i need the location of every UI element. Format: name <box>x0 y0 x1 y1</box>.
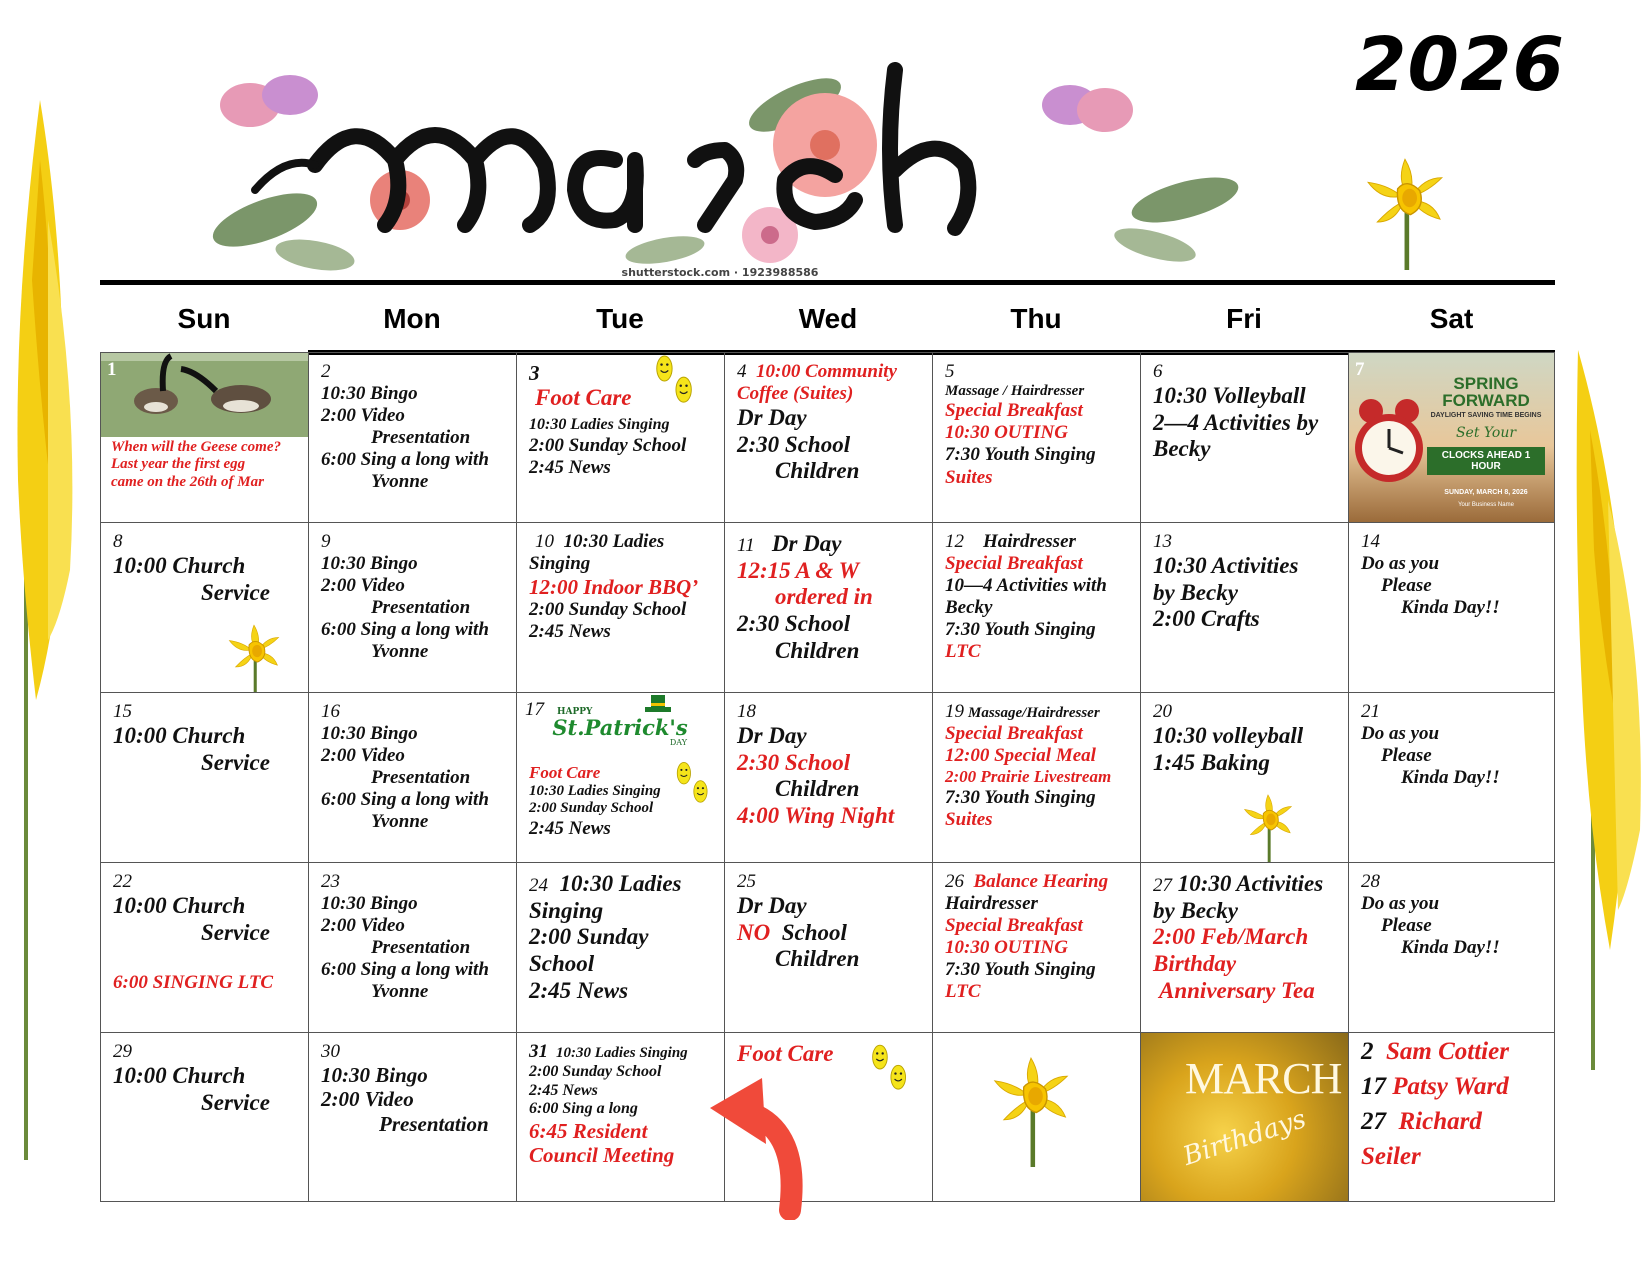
day-number: 4 <box>737 361 747 382</box>
event-text: Presentation <box>371 937 471 959</box>
event-text: School <box>781 919 847 945</box>
event-text: 2:00 Sunday School <box>529 434 687 456</box>
daffodil-border-left <box>0 100 95 1180</box>
calendar-year: 2026 <box>1355 22 1565 108</box>
day-cell-5 <box>932 352 1141 523</box>
event-text: 2:00 Video <box>321 1087 414 1112</box>
day-number: 21 <box>1361 701 1380 722</box>
day-number: 10 <box>535 531 554 552</box>
event-text: Council Meeting <box>529 1143 675 1168</box>
calendar-top-rule <box>100 280 1555 285</box>
day-number: 26 <box>945 871 964 892</box>
event-text: Becky <box>945 597 993 619</box>
day-cell-7 <box>1348 352 1555 523</box>
day-cell-4 <box>724 352 933 523</box>
spring-forward-date: SUNDAY, MARCH 8, 2026 <box>1444 489 1528 496</box>
event-text: 10:00 Church <box>113 1063 246 1089</box>
day-cell-13 <box>1140 522 1349 693</box>
event-text: Special Breakfast <box>945 723 1083 745</box>
event-text: Massage/Hairdresser <box>968 705 1100 721</box>
birthday-day: 27 <box>1361 1108 1386 1135</box>
event-text: Birthday <box>1153 951 1237 977</box>
event-text: 2:00 Video <box>321 915 405 937</box>
day-cell-3 <box>516 352 725 523</box>
event-text: 10:30 Bingo <box>321 1063 428 1088</box>
event-text: Kinda Day!! <box>1401 597 1500 619</box>
day-number: 18 <box>737 701 756 722</box>
event-text: 2—4 Activities by <box>1153 409 1319 435</box>
day-number: 12 <box>945 531 964 552</box>
event-text: 2:30 School <box>737 749 851 775</box>
event-text: Presentation <box>371 767 471 789</box>
day-number: 17 <box>525 699 544 720</box>
day-cell-31 <box>516 1032 725 1202</box>
day-cell-11 <box>724 522 933 693</box>
dayname-fri: Fri <box>1226 303 1262 334</box>
event-text: 10:30 Bingo <box>321 723 418 745</box>
event-text: 2:00 Feb/March <box>1153 924 1309 950</box>
birthday-name: Richard <box>1398 1108 1482 1135</box>
event-text: 2:00 Sunday School <box>529 800 654 817</box>
birthday-name: Patsy Ward <box>1392 1073 1509 1100</box>
event-text: Coffee (Suites) <box>737 383 854 405</box>
event-text: Please <box>1381 575 1432 597</box>
event-text: 7:30 Youth Singing <box>945 959 1096 981</box>
event-text: 10:00 Community <box>756 361 897 382</box>
day-cell-6 <box>1140 352 1349 523</box>
event-text: Presentation <box>371 427 471 449</box>
event-text: Presentation <box>379 1111 489 1136</box>
event-text: 12:00 Special Meal <box>945 745 1096 767</box>
event-text: Service <box>201 579 270 605</box>
event-text: 6:00 Sing a long with <box>321 789 489 811</box>
dayname-thu: Thu <box>1010 303 1062 334</box>
event-text: 4:00 Wing Night <box>737 803 895 829</box>
event-text: Anniversary Tea <box>1159 977 1315 1003</box>
event-text: Service <box>201 749 270 775</box>
geese-note-line: When will the Geese come? <box>111 439 281 455</box>
event-text: NO <box>737 919 771 945</box>
day-cell-15 <box>100 692 309 863</box>
event-text: Service <box>201 1089 270 1115</box>
event-text: 7:30 Youth Singing <box>945 619 1096 641</box>
event-text: 7:30 Youth Singing <box>945 786 1096 808</box>
event-text: 10:30 Bingo <box>321 553 418 575</box>
event-text: 2:00 Crafts <box>1153 606 1260 632</box>
event-text: Hairdresser <box>945 893 1038 915</box>
day-number: 24 <box>529 875 548 896</box>
day-cell-17 <box>516 692 725 863</box>
event-text: Dr Day <box>737 893 807 919</box>
day-cell-30 <box>308 1032 517 1202</box>
day-cell-16 <box>308 692 517 863</box>
event-text: Kinda Day!! <box>1401 937 1500 959</box>
event-text: 6:00 SINGING LTC <box>113 972 274 994</box>
birthday-day: 17 <box>1361 1073 1386 1100</box>
shamrock-hat-icon <box>645 695 671 713</box>
event-text: ordered in <box>775 584 873 610</box>
happy-feet-icon <box>672 755 714 813</box>
event-text: 12:00 Indoor BBQ’ <box>529 575 699 600</box>
event-text: Do as you <box>1361 553 1440 575</box>
event-text: 10:30 OUTING <box>945 937 1068 959</box>
day-cell-20 <box>1140 692 1349 863</box>
day-cell-14 <box>1348 522 1555 693</box>
day-number: 30 <box>321 1041 340 1062</box>
day-cell-1 <box>100 352 309 523</box>
day-cell-24 <box>516 862 725 1033</box>
event-text: 2:00 Sunday <box>529 924 649 950</box>
event-text: 10:30 volleyball <box>1153 723 1304 749</box>
dayname-tue: Tue <box>596 303 644 334</box>
event-text: 2:45 News <box>529 817 611 839</box>
geese-photo <box>101 352 309 437</box>
event-text: 1:45 Baking <box>1153 749 1270 775</box>
event-text: Foot Care <box>529 763 601 782</box>
day-cell-26 <box>932 862 1141 1033</box>
event-text: Balance Hearing <box>973 871 1109 892</box>
event-text: 2:45 News <box>529 621 611 643</box>
daffodil-border-right <box>1558 350 1650 1140</box>
event-text: Singing <box>529 897 604 923</box>
event-text: 12:15 A & W <box>737 557 860 583</box>
dayname-mon: Mon <box>383 303 441 334</box>
day-cell-9 <box>308 522 517 693</box>
event-text: 10:30 Activities <box>1177 871 1324 896</box>
event-text: Massage / Hairdresser <box>945 383 1085 400</box>
event-text: 2:30 School <box>737 611 851 637</box>
day-number: 15 <box>113 701 132 722</box>
event-text: 10:00 Church <box>113 723 246 749</box>
day-number: 13 <box>1153 531 1172 552</box>
day-cell-23 <box>308 862 517 1033</box>
dayname-wed: Wed <box>798 303 858 334</box>
spring-forward-footer: Your Business Name <box>1458 502 1514 508</box>
day-number: 11 <box>737 535 755 556</box>
event-text: by Becky <box>1153 579 1238 605</box>
event-text: LTC <box>945 981 981 1003</box>
event-text: 10:30 Volleyball <box>1153 383 1306 409</box>
geese-note-line: came on the 26th of Mar <box>111 473 264 490</box>
daffodil-icon <box>219 619 289 693</box>
event-text: 2:00 Video <box>321 745 405 767</box>
daffodil-header-icon <box>1330 150 1480 270</box>
event-text: 6:00 Sing a long with <box>321 959 489 981</box>
event-text: Please <box>1381 915 1432 937</box>
event-text: Foot Care <box>535 385 632 411</box>
event-text: Special Breakfast <box>945 553 1083 575</box>
event-text: 10:30 Ladies Singing <box>556 1045 688 1061</box>
day-number: 16 <box>321 701 340 722</box>
day-number: 8 <box>113 531 123 552</box>
march-birthdays-image <box>1140 1032 1349 1202</box>
event-text: 2:45 News <box>529 456 611 478</box>
event-text: Presentation <box>371 597 471 619</box>
dayname-sat: Sat <box>1429 303 1474 334</box>
day-number: 27 <box>1153 875 1172 896</box>
day-cell-18 <box>724 692 933 863</box>
day-cell-2 <box>308 352 517 523</box>
day-cell-25 <box>724 862 933 1033</box>
event-text: Hairdresser <box>983 531 1076 552</box>
image-credit: shutterstock.com · 1923988586 <box>621 266 819 279</box>
happy-feet-icon <box>651 352 699 415</box>
day-number: 31 <box>529 1041 548 1062</box>
event-text: Suites <box>945 808 993 830</box>
day-cell-28 <box>1348 862 1555 1033</box>
event-text: 6:45 Resident <box>529 1118 648 1143</box>
dayname-sun: Sun <box>177 303 231 334</box>
event-text: 10—4 Activities with <box>945 575 1107 597</box>
event-text: Suites <box>945 466 993 488</box>
event-text: Do as you <box>1361 893 1440 915</box>
day-number: 23 <box>321 871 340 892</box>
day-cell-22 <box>100 862 309 1033</box>
day-cell-12 <box>932 522 1141 693</box>
event-text: 10:30 Ladies <box>559 871 682 896</box>
event-text: Becky <box>1153 436 1211 462</box>
birthday-image-title: MARCH <box>1185 1054 1342 1103</box>
spring-forward-clocks: CLOCKS AHEAD 1 HOUR <box>1427 447 1545 475</box>
daffodil-icon <box>1233 789 1303 863</box>
red-curved-arrow-icon <box>700 1060 820 1220</box>
event-text: 10:30 Bingo <box>321 383 418 405</box>
badge-day: DAY <box>669 738 687 747</box>
day-number: 5 <box>945 361 955 382</box>
event-text: 6:00 Sing a long with <box>321 619 489 641</box>
daffodil-icon <box>981 1049 1081 1167</box>
day-number: 28 <box>1361 871 1380 892</box>
event-text: Please <box>1381 745 1432 767</box>
badge-happy: HAPPY <box>557 707 593 717</box>
event-text: Do as you <box>1361 723 1440 745</box>
event-text: Dr Day <box>737 723 807 749</box>
day-cell-8 <box>100 522 309 693</box>
event-text: 10:30 OUTING <box>945 422 1068 444</box>
event-text: Children <box>775 946 860 972</box>
day-number: 3 <box>529 361 540 385</box>
event-text: 6:00 Sing a long <box>529 1100 638 1118</box>
march-title-artwork <box>195 50 1255 280</box>
event-text: 10:00 Church <box>113 553 246 579</box>
day-number: 20 <box>1153 701 1172 722</box>
event-text: LTC <box>945 641 981 663</box>
day-number: 2 <box>321 361 331 382</box>
event-text: Dr Day <box>737 405 807 431</box>
event-text: Children <box>775 637 860 663</box>
event-text: 10:30 Ladies Singing <box>529 782 661 799</box>
event-text: Special Breakfast <box>945 915 1083 937</box>
day-number: 29 <box>113 1041 132 1062</box>
event-text: Singing <box>529 553 591 575</box>
event-text: 2:30 School <box>737 431 851 457</box>
event-text: Children <box>775 458 860 484</box>
event-text: 10:00 Church <box>113 893 246 919</box>
birthday-name: Seiler <box>1361 1143 1421 1170</box>
alarm-clock-icon <box>1353 393 1425 493</box>
event-text: 10:30 Bingo <box>321 893 418 915</box>
event-text: 2:00 Prairie Livestream <box>945 767 1112 787</box>
day-cell-27 <box>1140 862 1349 1033</box>
day-number: 9 <box>321 531 331 552</box>
event-text: by Becky <box>1153 897 1238 923</box>
day-cell-10 <box>516 522 725 693</box>
event-text: Foot Care <box>737 1041 834 1066</box>
birthday-day: 2 <box>1361 1038 1374 1065</box>
birthday-image-script: Birthdays <box>1179 1104 1310 1172</box>
event-text: 7:30 Youth Singing <box>945 444 1096 466</box>
event-text: 10:30 Ladies Singing <box>529 416 670 434</box>
event-text: School <box>529 951 595 977</box>
event-text: Yvonne <box>371 641 429 663</box>
event-text: 6:00 Sing a long with <box>321 449 489 471</box>
day-number: 14 <box>1361 531 1380 552</box>
day-number: 6 <box>1153 361 1163 382</box>
event-text: 2:00 Sunday School <box>529 1063 662 1081</box>
happy-feet-icon <box>867 1037 913 1101</box>
day-number: 22 <box>113 871 132 892</box>
event-text: 2:45 News <box>529 1081 598 1099</box>
event-text: Children <box>775 776 860 802</box>
spring-forward-script: Set Your <box>1455 425 1517 441</box>
event-text: 10:30 Ladies <box>563 531 665 552</box>
day-number: 1 <box>107 359 117 380</box>
event-text: Dr Day <box>771 531 842 556</box>
event-text: Yvonne <box>371 981 429 1003</box>
event-text: Service <box>201 919 270 945</box>
spring-forward-title: SPRING FORWARD <box>1442 374 1530 410</box>
day-cell-21 <box>1348 692 1555 863</box>
day-cell-29 <box>100 1032 309 1202</box>
event-text: Kinda Day!! <box>1401 767 1500 789</box>
event-text: 2:45 News <box>529 977 629 1003</box>
st-patricks-badge <box>535 707 705 747</box>
event-text: Yvonne <box>371 811 429 833</box>
event-text: 2:00 Video <box>321 405 405 427</box>
day-cell-19 <box>932 692 1141 863</box>
badge-title: St.Patrick's <box>552 715 688 740</box>
geese-note-line: Last year the first egg <box>111 456 246 473</box>
day-number: 7 <box>1355 359 1365 380</box>
event-text: Yvonne <box>371 471 429 493</box>
event-text: 10:30 Activities <box>1153 553 1299 579</box>
event-text: 2:00 Sunday School <box>529 599 687 621</box>
spring-forward-subtitle: DAYLIGHT SAVING TIME BEGINS <box>1430 412 1542 419</box>
event-text: 2:00 Video <box>321 575 405 597</box>
birthday-name: Sam Cottier <box>1386 1038 1509 1065</box>
day-number: 25 <box>737 871 756 892</box>
birthday-list-cell <box>1348 1032 1555 1202</box>
day-number: 19 <box>945 701 964 722</box>
empty-cell-thu <box>932 1032 1141 1202</box>
event-text: Special Breakfast <box>945 400 1083 422</box>
